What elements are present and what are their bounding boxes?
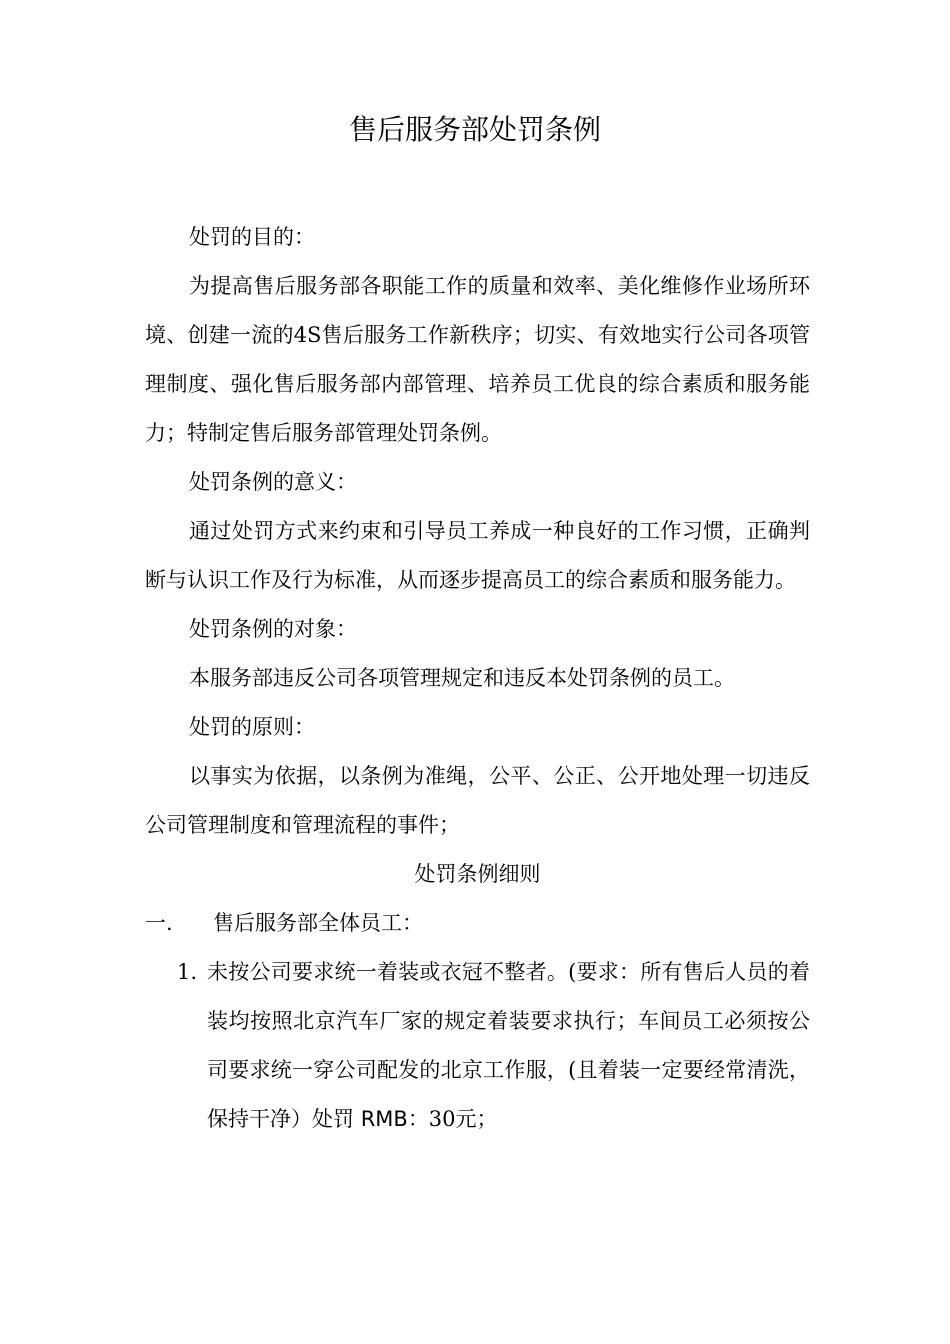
section-heading-principle: 处罚的原则： (189, 715, 315, 739)
part-one-number: 一. (145, 911, 173, 935)
item-one-number: 1. (177, 960, 198, 984)
section-text-purpose: 为提高售后服务部各职能工作的质量和效率、美化维修作业场所环境、创建一流的4S售后服务工作新秩序；切实、有效地实行公司各项管理制度、强化售后服务部内部管理、培养员工优良的综合素质和服务能力；特制定售后服务部管理处罚条例。 (145, 274, 810, 445)
section-heading-significance: 处罚条例的意义： (189, 470, 357, 494)
section-heading-purpose: 处罚的目的： (189, 225, 315, 249)
document-body (145, 213, 810, 1144)
details-title: 处罚条例细则 (414, 862, 541, 886)
item-one-text: 未按公司要求统一着装或衣冠不整者。(要求：所有售后人员的着装均按照北京汽车厂家的规定着装要求执行；车间员工必须按公司要求统一穿公司配发的北京工作服，(且着装一定要经常清洗，保持干净）处罚 (207, 960, 810, 1131)
item-one-amount: ：30元； (407, 1107, 498, 1131)
item-one-currency: RMB (360, 1107, 408, 1131)
section-heading-target: 处罚条例的对象： (189, 617, 357, 641)
section-text-significance: 通过处罚方式来约束和引导员工养成一种良好的工作习惯，正确判断与认识工作及行为标准，从而逐步提高员工的综合素质和服务能力。 (145, 519, 810, 592)
part-one-title: 售后服务部全体员工： (213, 911, 423, 935)
document-title: 售后服务部处罚条例 (348, 113, 601, 146)
section-text-principle: 以事实为依据，以条例为准绳，公平、公正、公开地处理一切违反公司管理制度和管理流程的事件； (145, 764, 810, 837)
part-one-heading (145, 899, 810, 948)
section-text-target: 本服务部违反公司各项管理规定和违反本处罚条例的员工。 (189, 666, 735, 690)
item-one (145, 948, 810, 1144)
